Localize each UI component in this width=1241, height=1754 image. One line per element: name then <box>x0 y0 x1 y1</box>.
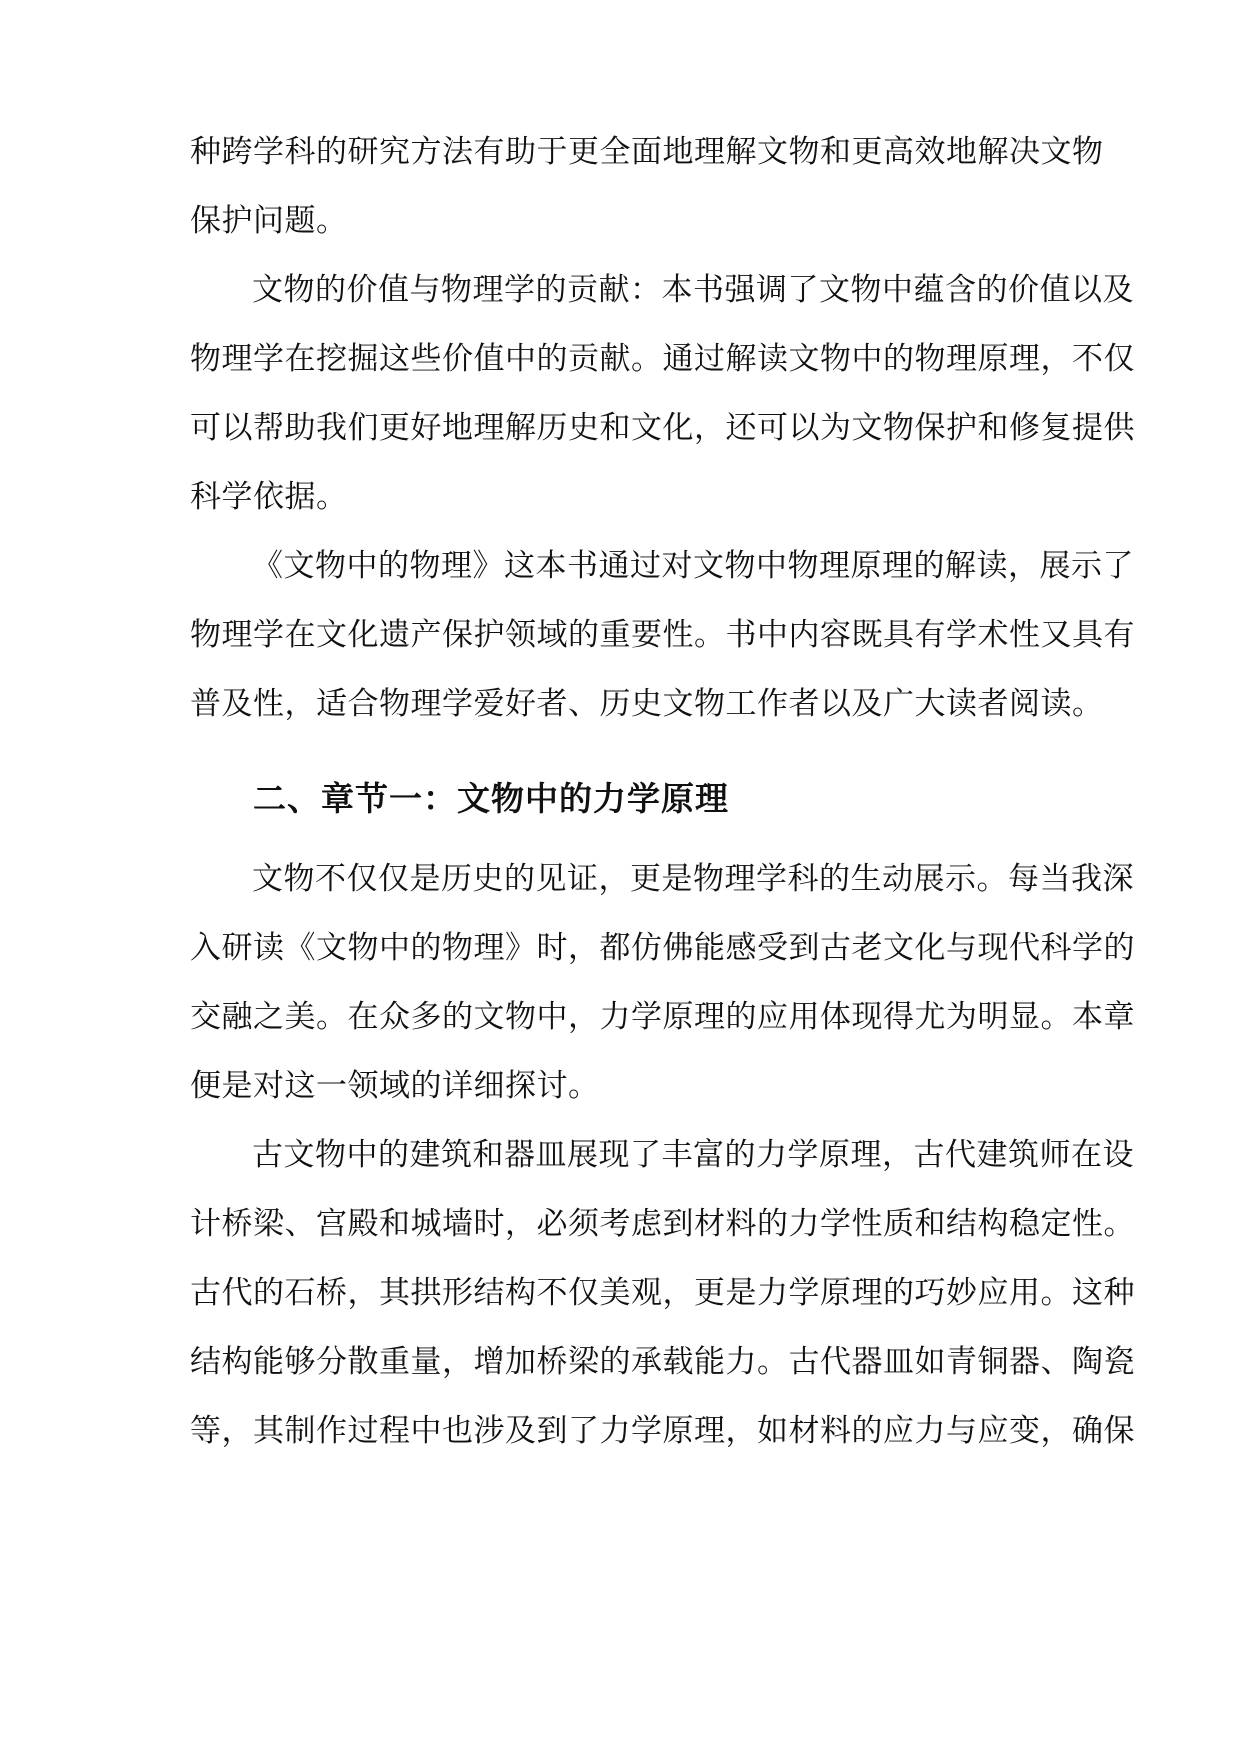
paragraph-line: 科学依据。 <box>190 479 348 515</box>
paragraph-line: 普及性，适合物理学爱好者、历史文物工作者以及广大读者阅读。 <box>190 686 1104 722</box>
paragraph-line: 结构能够分散重量，增加桥梁的承载能力。古代器皿如青铜器、陶瓷 <box>190 1344 1135 1380</box>
paragraph-line: 古代的石桥，其拱形结构不仅美观，更是力学原理的巧妙应用。这种 <box>190 1275 1135 1311</box>
paragraph-line: 文物不仅仅是历史的见证，更是物理学科的生动展示。每当我深 <box>252 861 1134 897</box>
paragraph-line: 入研读《文物中的物理》时，都仿佛能感受到古老文化与现代科学的 <box>190 930 1135 966</box>
paragraph-line: 可以帮助我们更好地理解历史和文化，还可以为文物保护和修复提供 <box>190 410 1135 446</box>
paragraph-line: 保护问题。 <box>190 203 348 239</box>
paragraph-line: 物理学在文化遗产保护领域的重要性。书中内容既具有学术性又具有 <box>190 617 1135 653</box>
paragraph-line: 种跨学科的研究方法有助于更全面地理解文物和更高效地解决文物 <box>190 134 1104 170</box>
paragraph-line: 文物的价值与物理学的贡献：本书强调了文物中蕴含的价值以及 <box>252 272 1134 308</box>
section-heading: 二、章节一：文物中的力学原理 <box>253 779 729 818</box>
paragraph-line: 《文物中的物理》这本书通过对文物中物理原理的解读，展示了 <box>252 548 1134 584</box>
paragraph-line: 等，其制作过程中也涉及到了力学原理，如材料的应力与应变，确保 <box>190 1413 1135 1449</box>
paragraph-line: 古文物中的建筑和器皿展现了丰富的力学原理，古代建筑师在设 <box>252 1137 1134 1173</box>
paragraph-line: 物理学在挖掘这些价值中的贡献。通过解读文物中的物理原理，不仅 <box>190 341 1135 377</box>
paragraph-line: 便是对这一领域的详细探讨。 <box>190 1068 600 1104</box>
paragraph-line: 计桥梁、宫殿和城墙时，必须考虑到材料的力学性质和结构稳定性。 <box>190 1206 1135 1242</box>
paragraph-line: 交融之美。在众多的文物中，力学原理的应用体现得尤为明显。本章 <box>190 999 1135 1035</box>
